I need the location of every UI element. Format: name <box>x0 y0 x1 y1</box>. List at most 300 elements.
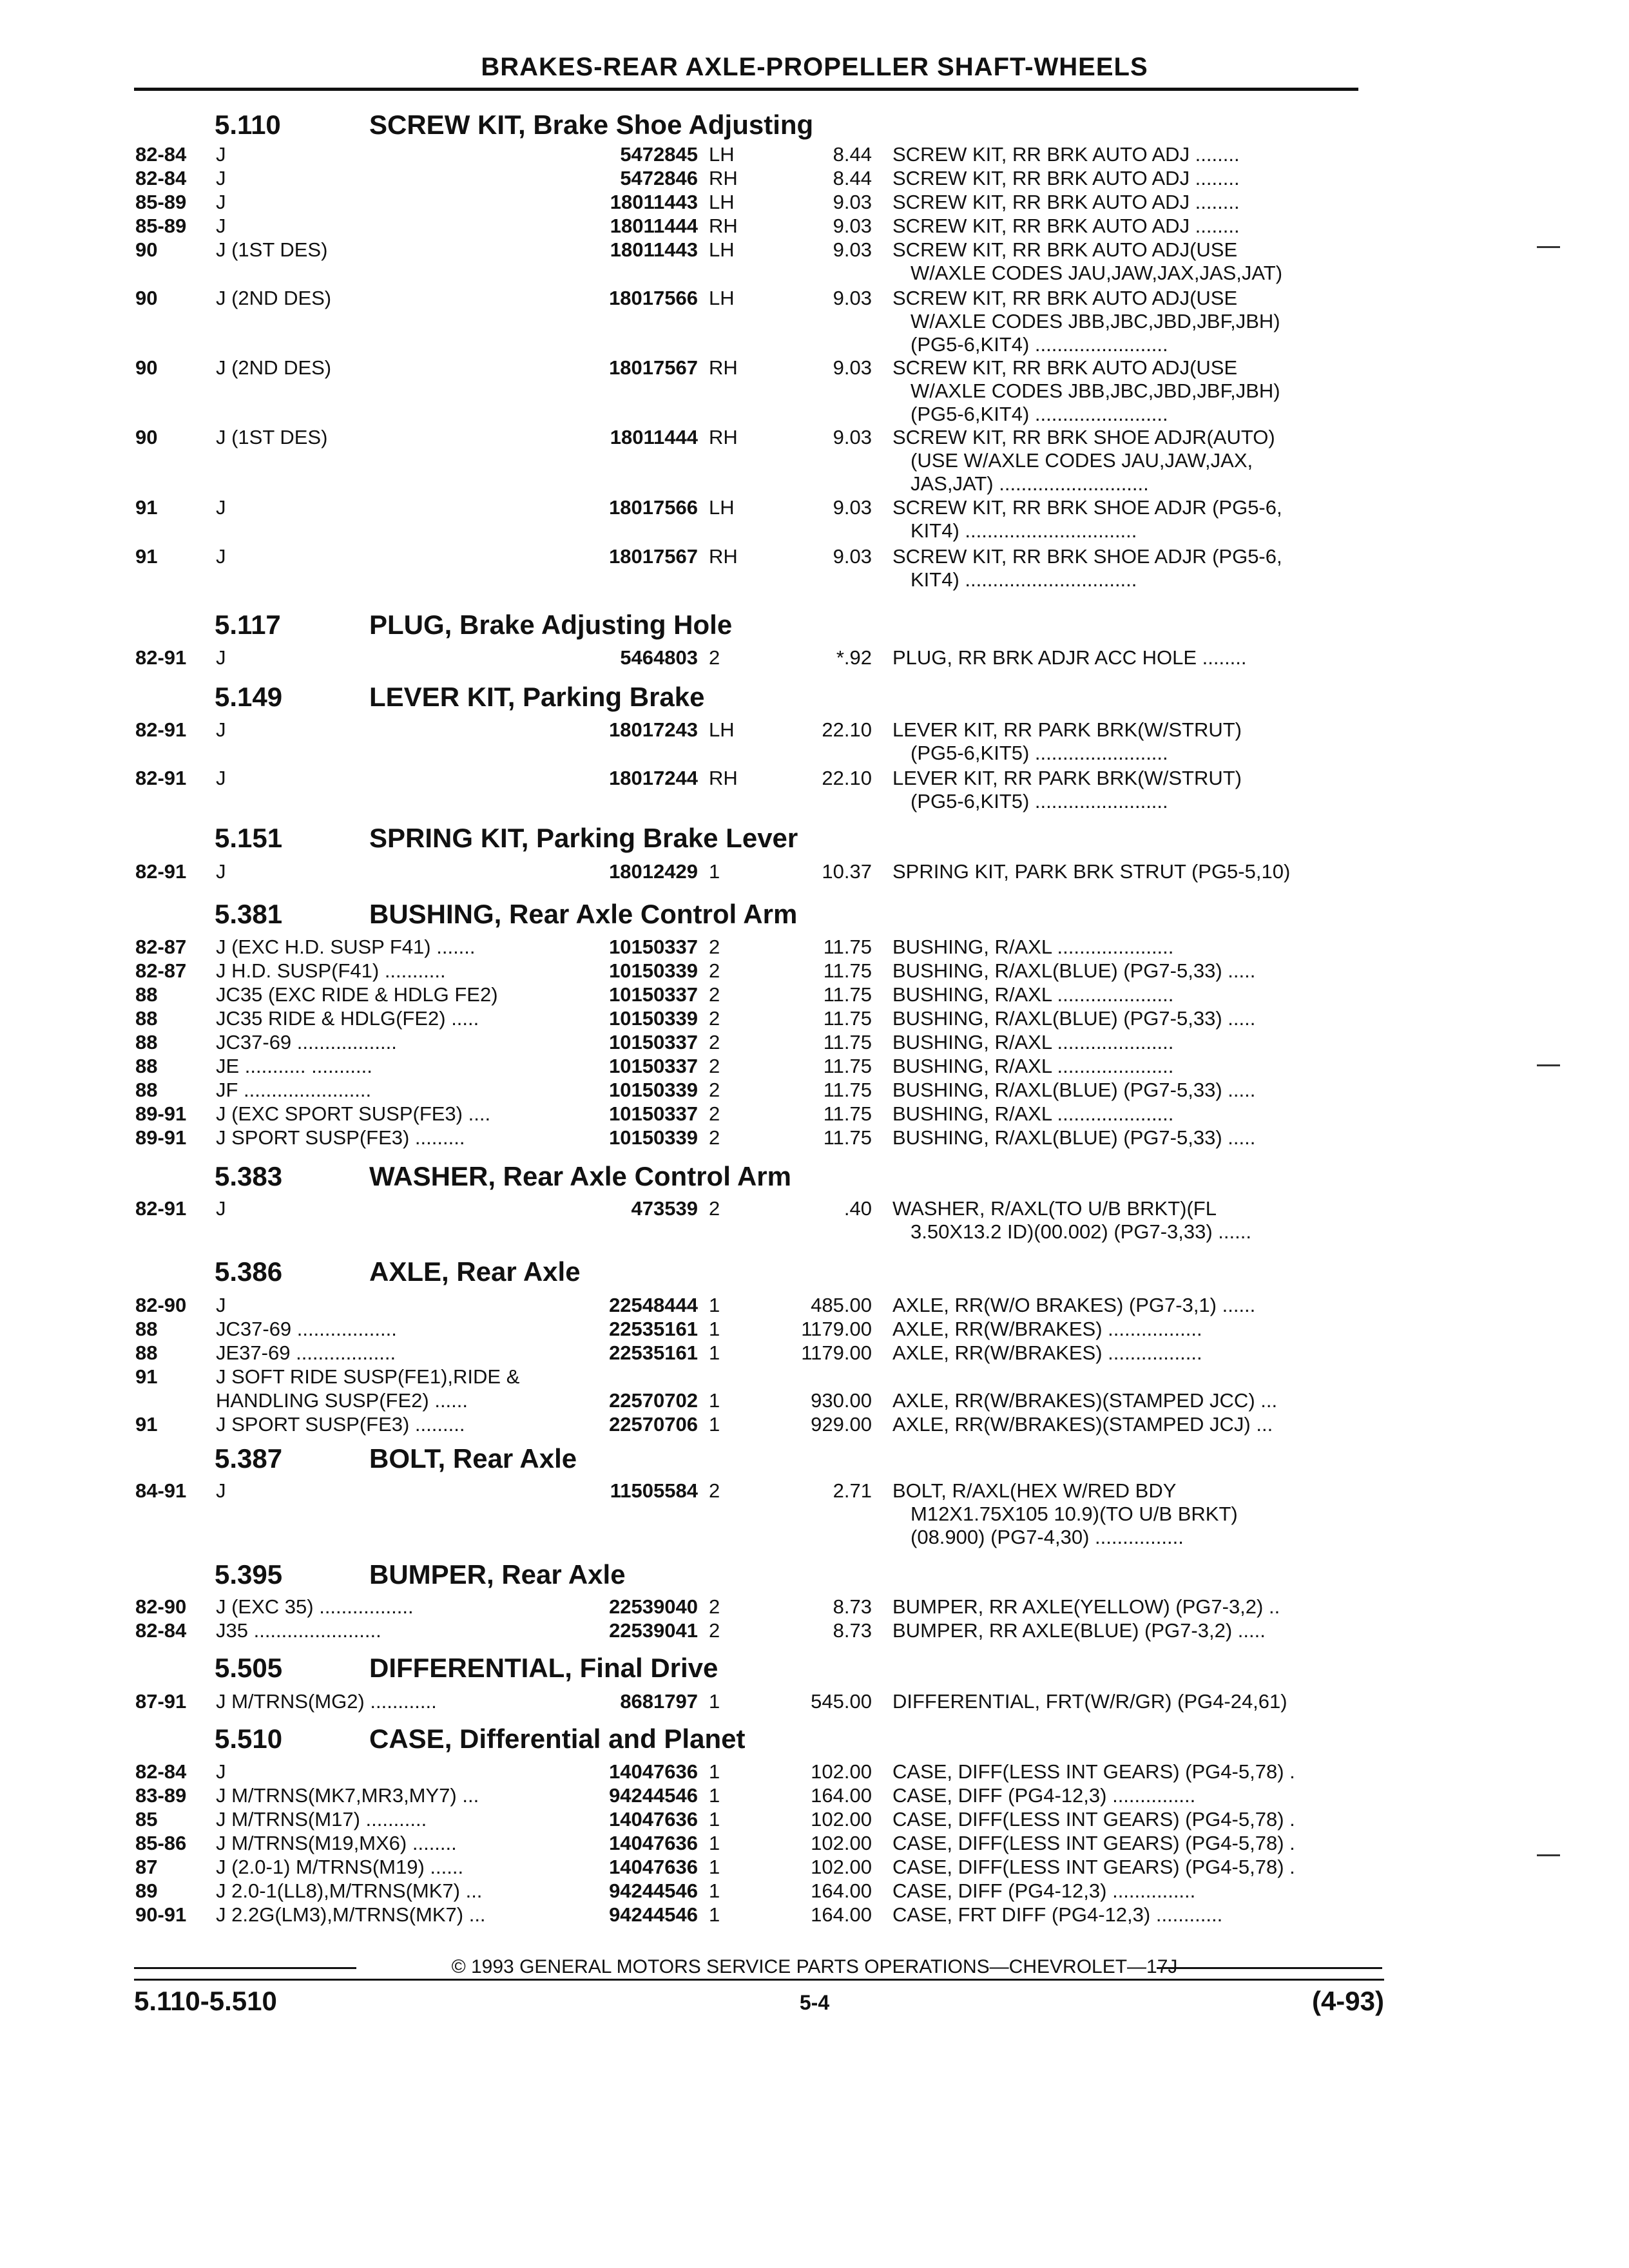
section-name: SPRING KIT, Parking Brake Lever <box>369 823 798 853</box>
quantity: 2 <box>709 1479 720 1502</box>
section-number: 5.381 <box>215 899 283 929</box>
part-number: 22539040 <box>609 1595 698 1618</box>
part-description <box>892 238 1382 285</box>
parts-row <box>0 1760 1629 1783</box>
model-years: 82-84 <box>135 143 187 166</box>
model-years: 90 <box>135 238 158 261</box>
quantity: 2 <box>709 1007 720 1030</box>
part-description <box>892 1856 1382 1879</box>
description-line: W/AXLE CODES JBB,JBC,JBD,JBF,JBH) <box>911 380 1280 402</box>
model-years: 88 <box>135 1031 158 1053</box>
model-years: 91 <box>135 1413 158 1436</box>
parts-row <box>0 1102 1629 1126</box>
section-number: 5.110 <box>215 110 281 140</box>
model-application: J <box>216 215 226 237</box>
model-years: 85-86 <box>135 1832 187 1854</box>
model-application: J <box>216 545 226 568</box>
part-number: 22570702 <box>609 1389 698 1412</box>
parts-row <box>0 1365 1629 1389</box>
parts-row <box>0 1784 1629 1807</box>
model-application: JC37-69 .................. <box>216 1031 397 1053</box>
parts-row <box>0 167 1629 190</box>
part-number: 5464803 <box>620 646 698 669</box>
part-number: 10150339 <box>609 959 698 982</box>
price: 9.03 <box>833 215 872 237</box>
description-line: SCREW KIT, RR BRK SHOE ADJR(AUTO) <box>892 426 1275 448</box>
part-number: 10150337 <box>609 1102 698 1125</box>
section-number: 5.395 <box>215 1559 283 1590</box>
part-description <box>892 1760 1382 1783</box>
part-number: 10150339 <box>609 1007 698 1030</box>
part-description <box>892 545 1382 591</box>
model-years: 84-91 <box>135 1479 187 1502</box>
model-application: JC37-69 .................. <box>216 1318 397 1340</box>
model-application: J <box>216 1760 226 1783</box>
description-line: BUSHING, R/AXL ..................... <box>892 1055 1174 1077</box>
model-application: J SPORT SUSP(FE3) ......... <box>216 1126 465 1149</box>
description-line: BUSHING, R/AXL(BLUE) (PG7-5,33) ..... <box>892 1007 1256 1030</box>
quantity: LH <box>709 718 735 741</box>
price: 1179.00 <box>801 1341 872 1364</box>
quantity: 1 <box>709 1318 720 1340</box>
price: .40 <box>843 1197 872 1220</box>
price: 102.00 <box>811 1760 872 1783</box>
price: 8.73 <box>833 1619 872 1642</box>
price: 164.00 <box>811 1879 872 1902</box>
description-line: AXLE, RR(W/O BRAKES) (PG7-3,1) ...... <box>892 1294 1256 1316</box>
part-description <box>892 1619 1382 1642</box>
price: 8.73 <box>833 1595 872 1618</box>
description-line: AXLE, RR(W/BRAKES)(STAMPED JCC) ... <box>892 1389 1278 1412</box>
part-description <box>892 496 1382 543</box>
part-number: 8681797 <box>620 1690 698 1713</box>
description-line: 3.50X13.2 ID)(00.002) (PG7-3,33) ...... <box>911 1220 1251 1243</box>
part-description <box>892 356 1382 426</box>
model-years: 88 <box>135 983 158 1006</box>
parts-row <box>0 860 1629 883</box>
model-application: J <box>216 860 226 883</box>
section-title <box>215 899 923 931</box>
parts-row <box>0 983 1629 1006</box>
parts-row <box>0 1690 1629 1713</box>
part-number: 94244546 <box>609 1784 698 1807</box>
model-years: 82-87 <box>135 959 187 982</box>
model-application: J <box>216 646 226 669</box>
description-line: CASE, DIFF (PG4-12,3) ............... <box>892 1879 1196 1902</box>
part-number: 10150339 <box>609 1079 698 1101</box>
quantity: 1 <box>709 1832 720 1854</box>
quantity: 2 <box>709 1079 720 1101</box>
model-years: 83-89 <box>135 1784 187 1807</box>
description-line: SPRING KIT, PARK BRK STRUT (PG5-5,10) <box>892 860 1291 883</box>
model-application: JC35 RIDE & HDLG(FE2) ..... <box>216 1007 479 1030</box>
parts-row <box>0 545 1629 591</box>
description-line: AXLE, RR(W/BRAKES) ................. <box>892 1341 1202 1364</box>
model-application: J35 ....................... <box>216 1619 381 1642</box>
part-description <box>892 143 1382 166</box>
section-title <box>215 1256 923 1289</box>
price: 9.03 <box>833 426 872 448</box>
part-number: 22535161 <box>609 1318 698 1340</box>
quantity: 2 <box>709 1102 720 1125</box>
model-application: J (2.0-1) M/TRNS(M19) ...... <box>216 1856 464 1878</box>
price: *.92 <box>836 646 872 669</box>
description-line: KIT4) ............................... <box>911 519 1137 542</box>
section-title <box>215 110 923 142</box>
section-title <box>215 1724 923 1756</box>
part-description <box>892 1903 1382 1927</box>
model-years: 88 <box>135 1055 158 1077</box>
price: 11.75 <box>823 959 872 982</box>
part-description <box>892 1784 1382 1807</box>
section-name: BOLT, Rear Axle <box>369 1443 577 1474</box>
quantity: 1 <box>709 1856 720 1878</box>
part-description <box>892 1294 1382 1317</box>
section-title <box>215 1443 923 1475</box>
parts-row <box>0 1079 1629 1102</box>
parts-row <box>0 936 1629 959</box>
parts-row <box>0 646 1629 669</box>
footer-date: (4-93) <box>1311 1986 1384 2016</box>
model-years: 82-84 <box>135 1619 187 1642</box>
description-line: SCREW KIT, RR BRK AUTO ADJ(USE <box>892 238 1238 261</box>
price: 22.10 <box>822 718 872 741</box>
parts-row <box>0 1879 1629 1903</box>
description-line: (PG5-6,KIT5) ........................ <box>911 790 1168 812</box>
price: 929.00 <box>811 1413 872 1436</box>
price: 22.10 <box>822 767 872 789</box>
model-application: J (EXC SPORT SUSP(FE3) .... <box>216 1102 491 1125</box>
section-title <box>215 823 923 855</box>
quantity: 2 <box>709 959 720 982</box>
model-application: HANDLING SUSP(FE2) ...... <box>216 1389 468 1412</box>
model-application: JE ........... ........... <box>216 1055 372 1077</box>
part-description <box>892 959 1382 983</box>
price: 11.75 <box>823 1031 872 1053</box>
part-number: 18011443 <box>610 191 698 213</box>
parts-row <box>0 1197 1629 1244</box>
model-application: J H.D. SUSP(F41) ........... <box>216 959 446 982</box>
section-name: CASE, Differential and Planet <box>369 1724 746 1754</box>
section-number: 5.505 <box>215 1653 283 1683</box>
model-years: 90 <box>135 356 158 379</box>
part-description <box>892 1595 1382 1619</box>
price: 164.00 <box>811 1903 872 1926</box>
parts-row <box>0 1389 1629 1412</box>
parts-row <box>0 1413 1629 1436</box>
footer-page-number: 5-4 <box>799 1991 830 2014</box>
price: 9.03 <box>833 356 872 379</box>
model-years: 82-90 <box>135 1294 187 1316</box>
quantity: 2 <box>709 983 720 1006</box>
price: 9.03 <box>833 496 872 519</box>
margin-tick <box>1537 246 1560 248</box>
model-application: J <box>216 1294 226 1316</box>
model-years: 90 <box>135 426 158 448</box>
part-description <box>892 1479 1382 1549</box>
model-application: J (2ND DES) <box>216 287 332 309</box>
quantity: RH <box>709 426 738 448</box>
section-number: 5.117 <box>215 610 281 640</box>
quantity: LH <box>709 143 735 166</box>
model-application: J M/TRNS(M17) ........... <box>216 1808 427 1831</box>
price: 9.03 <box>833 238 872 261</box>
description-line: JAS,JAT) ........................... <box>911 472 1149 495</box>
model-years: 87-91 <box>135 1690 187 1713</box>
quantity: 1 <box>709 1690 720 1713</box>
model-years: 88 <box>135 1318 158 1340</box>
price: 1179.00 <box>801 1318 872 1340</box>
model-years: 82-84 <box>135 167 187 189</box>
description-line: SCREW KIT, RR BRK AUTO ADJ ........ <box>892 143 1240 166</box>
section-title <box>215 610 923 642</box>
description-line: CASE, DIFF(LESS INT GEARS) (PG4-5,78) . <box>892 1808 1295 1831</box>
part-description <box>892 1318 1382 1341</box>
part-number: 22539041 <box>609 1619 698 1642</box>
model-application: J <box>216 191 226 213</box>
part-number: 5472846 <box>620 167 698 189</box>
part-description <box>892 191 1382 214</box>
quantity: 2 <box>709 1055 720 1077</box>
description-line: BUSHING, R/AXL(BLUE) (PG7-5,33) ..... <box>892 959 1256 982</box>
quantity: 1 <box>709 1413 720 1436</box>
part-description <box>892 1055 1382 1078</box>
description-line: BUSHING, R/AXL ..................... <box>892 936 1174 958</box>
quantity: RH <box>709 767 738 789</box>
price: 102.00 <box>811 1832 872 1854</box>
description-line: (08.900) (PG7-4,30) ................ <box>911 1526 1184 1548</box>
description-line: BUMPER, RR AXLE(YELLOW) (PG7-3,2) .. <box>892 1595 1280 1618</box>
part-description <box>892 1197 1382 1244</box>
model-application: J <box>216 767 226 789</box>
model-application: J (1ST DES) <box>216 426 328 448</box>
quantity: 1 <box>709 1784 720 1807</box>
description-line: CASE, FRT DIFF (PG4-12,3) ............ <box>892 1903 1223 1926</box>
parts-row <box>0 1007 1629 1030</box>
section-name: PLUG, Brake Adjusting Hole <box>369 610 733 640</box>
model-years: 82-91 <box>135 718 187 741</box>
section-name: BUSHING, Rear Axle Control Arm <box>369 899 798 929</box>
description-line: DIFFERENTIAL, FRT(W/R/GR) (PG4-24,61) <box>892 1690 1287 1713</box>
parts-row <box>0 238 1629 285</box>
part-description <box>892 718 1382 765</box>
model-years: 85 <box>135 1808 158 1831</box>
description-line: SCREW KIT, RR BRK AUTO ADJ(USE <box>892 287 1238 309</box>
part-description <box>892 1879 1382 1903</box>
model-years: 88 <box>135 1007 158 1030</box>
price: 2.71 <box>833 1479 872 1502</box>
parts-row <box>0 1856 1629 1879</box>
model-years: 82-91 <box>135 767 187 789</box>
model-application: J <box>216 143 226 166</box>
parts-row <box>0 1832 1629 1855</box>
part-number: 22548444 <box>609 1294 698 1316</box>
part-description <box>892 767 1382 813</box>
model-years: 91 <box>135 1365 158 1388</box>
section-name: BUMPER, Rear Axle <box>369 1559 626 1590</box>
part-number: 94244546 <box>609 1879 698 1902</box>
quantity: LH <box>709 287 735 309</box>
description-line: LEVER KIT, RR PARK BRK(W/STRUT) <box>892 718 1242 741</box>
model-years: 88 <box>135 1079 158 1101</box>
part-description <box>892 1341 1382 1365</box>
model-application: J SPORT SUSP(FE3) ......... <box>216 1413 465 1436</box>
quantity: 1 <box>709 1760 720 1783</box>
description-line: PLUG, RR BRK ADJR ACC HOLE ........ <box>892 646 1247 669</box>
description-line: CASE, DIFF (PG4-12,3) ............... <box>892 1784 1196 1807</box>
model-application: J <box>216 1197 226 1220</box>
model-years: 90-91 <box>135 1903 187 1926</box>
model-years: 87 <box>135 1856 158 1878</box>
description-line: BUSHING, R/AXL(BLUE) (PG7-5,33) ..... <box>892 1079 1256 1101</box>
model-application: J <box>216 496 226 519</box>
part-description <box>892 936 1382 959</box>
model-application: JE37-69 .................. <box>216 1341 396 1364</box>
quantity: 1 <box>709 1341 720 1364</box>
part-number: 14047636 <box>609 1808 698 1831</box>
description-line: W/AXLE CODES JAU,JAW,JAX,JAS,JAT) <box>911 262 1283 284</box>
part-number: 18012429 <box>609 860 698 883</box>
model-application: J M/TRNS(MG2) ............ <box>216 1690 437 1713</box>
price: 9.03 <box>833 545 872 568</box>
section-number: 5.386 <box>215 1256 283 1287</box>
description-line: SCREW KIT, RR BRK AUTO ADJ ........ <box>892 191 1240 213</box>
quantity: 1 <box>709 860 720 883</box>
margin-tick <box>1537 1854 1560 1856</box>
footer-rule-bottom <box>134 1979 1384 1981</box>
quantity: 2 <box>709 1197 720 1220</box>
section-name: WASHER, Rear Axle Control Arm <box>369 1161 791 1191</box>
description-line: SCREW KIT, RR BRK AUTO ADJ ........ <box>892 167 1240 189</box>
price: 10.37 <box>822 860 872 883</box>
part-number: 10150337 <box>609 983 698 1006</box>
model-application: JC35 (EXC RIDE & HDLG FE2) <box>216 983 498 1006</box>
description-line: LEVER KIT, RR PARK BRK(W/STRUT) <box>892 767 1242 789</box>
quantity: 2 <box>709 1126 720 1149</box>
model-application: JF ....................... <box>216 1079 372 1101</box>
section-name: SCREW KIT, Brake Shoe Adjusting <box>369 110 814 140</box>
description-line: (PG5-6,KIT4) ........................ <box>911 403 1168 425</box>
description-line: CASE, DIFF(LESS INT GEARS) (PG4-5,78) . <box>892 1856 1295 1878</box>
parts-row <box>0 1055 1629 1078</box>
description-line: SCREW KIT, RR BRK AUTO ADJ ........ <box>892 215 1240 237</box>
price: 9.03 <box>833 191 872 213</box>
header-rule <box>134 88 1358 91</box>
model-application: J SOFT RIDE SUSP(FE1),RIDE & <box>216 1365 520 1388</box>
description-line: (PG5-6,KIT4) ........................ <box>911 333 1168 356</box>
parts-row <box>0 1595 1629 1619</box>
part-description <box>892 1007 1382 1030</box>
price: 102.00 <box>811 1808 872 1831</box>
model-application: J (2ND DES) <box>216 356 332 379</box>
quantity: RH <box>709 356 738 379</box>
parts-row <box>0 287 1629 356</box>
part-description <box>892 1413 1382 1436</box>
footer-copyright: © 1993 GENERAL MOTORS SERVICE PARTS OPERATIONS—CHEVROLET—17J <box>451 1956 1178 1977</box>
price: 11.75 <box>823 1007 872 1030</box>
description-line: SCREW KIT, RR BRK SHOE ADJR (PG5-6, <box>892 496 1282 519</box>
part-description <box>892 1690 1382 1713</box>
quantity: LH <box>709 238 735 261</box>
part-number: 10150339 <box>609 1126 698 1149</box>
quantity: 2 <box>709 1619 720 1642</box>
part-number: 18017566 <box>609 496 698 519</box>
price: 9.03 <box>833 287 872 309</box>
section-name: AXLE, Rear Axle <box>369 1256 581 1287</box>
description-line: CASE, DIFF(LESS INT GEARS) (PG4-5,78) . <box>892 1760 1295 1783</box>
section-number: 5.383 <box>215 1161 283 1191</box>
model-years: 82-91 <box>135 646 187 669</box>
parts-row <box>0 191 1629 214</box>
part-number: 18017566 <box>609 287 698 309</box>
model-years: 82-90 <box>135 1595 187 1618</box>
part-number: 18017567 <box>609 356 698 379</box>
section-number: 5.149 <box>215 682 283 712</box>
part-number: 14047636 <box>609 1760 698 1783</box>
part-number: 94244546 <box>609 1903 698 1926</box>
description-line: AXLE, RR(W/BRAKES) ................. <box>892 1318 1202 1340</box>
footer-section-range: 5.110-5.510 <box>134 1986 277 2016</box>
part-number: 18011443 <box>610 238 698 261</box>
price: 930.00 <box>811 1389 872 1412</box>
description-line: BUSHING, R/AXL(BLUE) (PG7-5,33) ..... <box>892 1126 1256 1149</box>
description-line: CASE, DIFF(LESS INT GEARS) (PG4-5,78) . <box>892 1832 1295 1854</box>
description-line: AXLE, RR(W/BRAKES)(STAMPED JCJ) ... <box>892 1413 1273 1436</box>
part-number: 22570706 <box>609 1413 698 1436</box>
price: 11.75 <box>823 1102 872 1125</box>
parts-row <box>0 356 1629 426</box>
description-line: M12X1.75X105 10.9)(TO U/B BRKT) <box>911 1503 1238 1525</box>
model-application: J M/TRNS(MK7,MR3,MY7) ... <box>216 1784 479 1807</box>
quantity: 1 <box>709 1903 720 1926</box>
parts-row <box>0 426 1629 495</box>
part-description <box>892 1102 1382 1126</box>
model-application: J 2.0-1(LL8),M/TRNS(MK7) ... <box>216 1879 483 1902</box>
parts-row <box>0 1031 1629 1054</box>
price: 11.75 <box>823 1055 872 1077</box>
parts-row <box>0 143 1629 166</box>
model-application: J M/TRNS(M19,MX6) ........ <box>216 1832 457 1854</box>
model-application: J <box>216 718 226 741</box>
part-number: 18011444 <box>610 426 698 448</box>
parts-row <box>0 1808 1629 1831</box>
section-name: DIFFERENTIAL, Final Drive <box>369 1653 718 1683</box>
parts-row <box>0 215 1629 238</box>
model-years: 89-91 <box>135 1102 187 1125</box>
parts-row <box>0 718 1629 765</box>
section-number: 5.151 <box>215 823 283 853</box>
parts-row <box>0 1294 1629 1317</box>
model-application: J <box>216 167 226 189</box>
model-years: 85-89 <box>135 191 187 213</box>
part-description <box>892 167 1382 190</box>
quantity: 1 <box>709 1389 720 1412</box>
quantity: RH <box>709 545 738 568</box>
description-line: KIT4) ............................... <box>911 568 1137 591</box>
quantity: LH <box>709 496 735 519</box>
part-description <box>892 1808 1382 1831</box>
model-years: 82-84 <box>135 1760 187 1783</box>
description-line: SCREW KIT, RR BRK SHOE ADJR (PG5-6, <box>892 545 1282 568</box>
part-number: 14047636 <box>609 1856 698 1878</box>
description-line: BUSHING, R/AXL ..................... <box>892 983 1174 1006</box>
description-line: W/AXLE CODES JBB,JBC,JBD,JBF,JBH) <box>911 310 1280 332</box>
part-description <box>892 1389 1382 1412</box>
part-description <box>892 1832 1382 1855</box>
description-line: WASHER, R/AXL(TO U/B BRKT)(FL <box>892 1197 1217 1220</box>
part-number: 10150337 <box>609 1031 698 1053</box>
model-years: 89 <box>135 1879 158 1902</box>
